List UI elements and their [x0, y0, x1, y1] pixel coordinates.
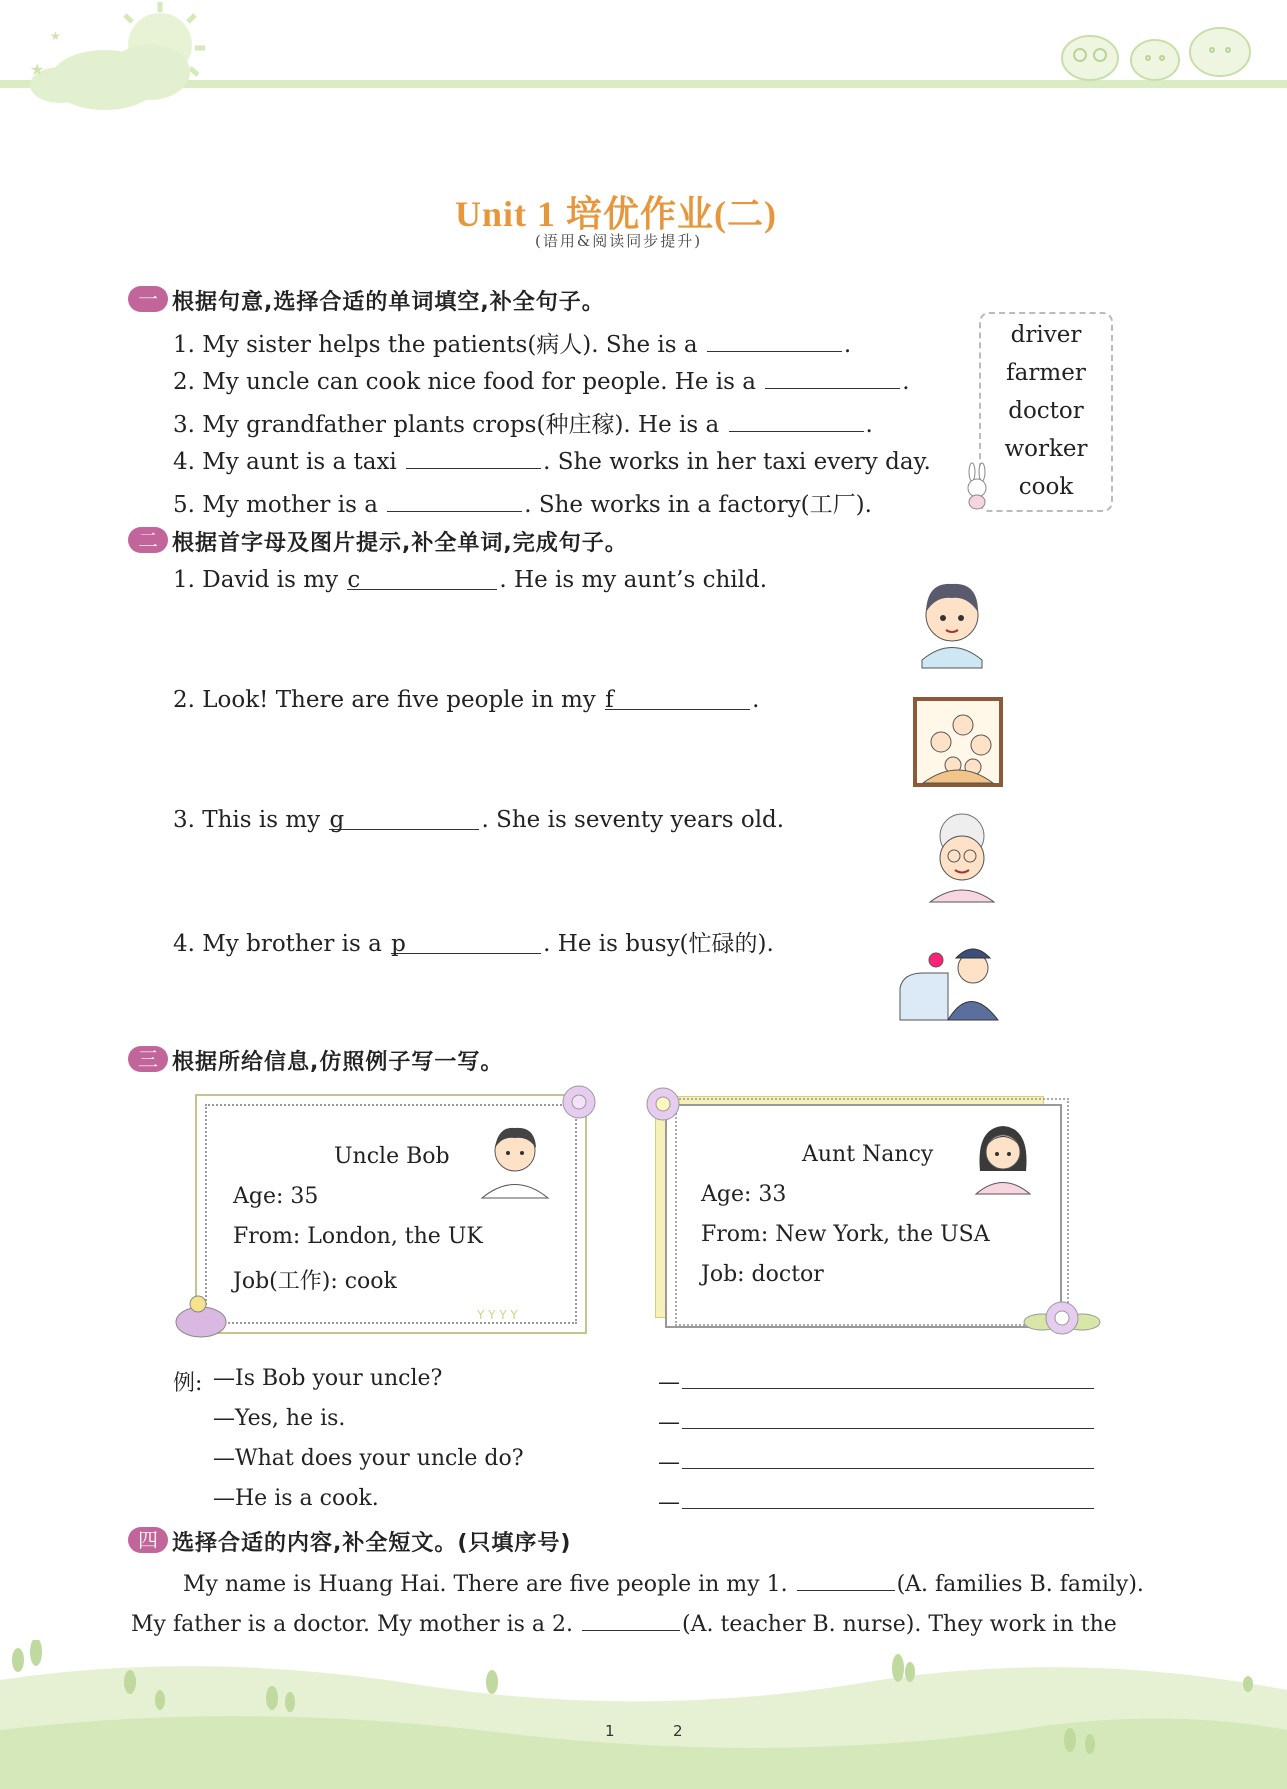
s2-item-3-end: . She is seventy years old. [481, 807, 785, 833]
card2-from: From: New York, the USA [701, 1222, 990, 1247]
card2-name: Aunt Nancy [802, 1142, 934, 1167]
word-bank-item: worker [1004, 436, 1088, 462]
s1-item-1-end: . [843, 332, 852, 358]
word-bank [979, 312, 1113, 512]
s2-item-1-letter: c [347, 567, 361, 593]
example-line-4: —He is a cook. [213, 1486, 379, 1511]
example-label: 例: [173, 1371, 203, 1396]
s1-item-5-end: . She works in a factory(工厂). [524, 492, 872, 518]
s1-item-5-text: 5. My mother is a [173, 492, 386, 518]
example-line-1: —Is Bob your uncle? [213, 1366, 443, 1391]
s1-item-2-text: 2. My uncle can cook nice food for people. He is a [173, 369, 764, 395]
page-title: Unit 1 培优作业(二) [455, 194, 777, 234]
s1-item-3-text: 3. My grandfather plants crops(种庄稼). He is a [173, 412, 727, 438]
answer-dash: — [658, 1370, 680, 1395]
s4-line-1 [183, 1568, 1144, 1597]
answer-blank[interactable] [682, 1486, 1094, 1509]
s2-item-2-end: . [752, 687, 760, 713]
s2-item-1-end: . He is my aunt’s child. [499, 567, 768, 593]
section4-heading: 选择合适的内容,补全短文。(只填序号) [172, 1531, 572, 1556]
answer-blank[interactable] [682, 1446, 1094, 1469]
header-decoration [0, 0, 1287, 120]
section3-heading: 根据所给信息,仿照例子写一写。 [172, 1050, 504, 1075]
policeman-picture [898, 928, 1013, 1023]
s2-item-4 [173, 925, 774, 958]
answer-line-2[interactable] [658, 1406, 1096, 1435]
s2-item-1 [173, 567, 767, 593]
s1-item-2-end: . [902, 369, 910, 395]
s1-item-3-blank[interactable] [729, 409, 864, 432]
section1-heading: 根据句意,选择合适的单词填空,补全句子。 [172, 290, 605, 315]
s4-line-1-options: (A. families B. family). [896, 1572, 1144, 1597]
s4-blank-1[interactable] [797, 1568, 895, 1591]
word-bank-item: doctor [1008, 398, 1084, 424]
answer-blank[interactable] [682, 1406, 1094, 1429]
card1-age: Age: 35 [233, 1184, 319, 1209]
s4-line-2 [131, 1608, 1117, 1637]
s4-blank-2[interactable] [582, 1608, 680, 1631]
s2-item-2-letter: f [605, 687, 614, 713]
s2-item-3 [173, 807, 784, 833]
word-bank-item: farmer [1006, 360, 1086, 386]
uncle-bob-portrait [480, 1116, 550, 1201]
flower-decoration-3 [1022, 1298, 1102, 1338]
family-photo-picture [913, 697, 1003, 789]
page-number-right: 2 [673, 1722, 683, 1740]
word-bank-item: cook [1018, 474, 1074, 500]
card1-from: From: London, the UK [233, 1224, 483, 1249]
s1-item-4-blank[interactable] [406, 446, 541, 469]
chick-decoration [173, 1292, 229, 1338]
card-aunt-nancy [665, 1104, 1062, 1328]
flower-decoration-2 [643, 1084, 683, 1124]
flower-decoration-1 [558, 1082, 600, 1122]
s2-item-4-letter: p [391, 931, 406, 957]
s1-item-4-end: . She works in her taxi every day. [543, 449, 931, 475]
svg-text:★: ★ [50, 29, 61, 43]
page-subtitle: (语用&阅读同步提升) [535, 232, 703, 250]
s2-item-1-blank[interactable] [347, 567, 497, 593]
answer-blank[interactable] [682, 1366, 1094, 1389]
card1-name: Uncle Bob [334, 1144, 450, 1169]
s2-item-3-blank[interactable] [329, 807, 479, 833]
s2-item-1-text: 1. David is my [173, 567, 346, 593]
answer-line-1[interactable] [658, 1366, 1096, 1395]
section2-badge: 二 [128, 527, 168, 553]
bunny-icon [962, 462, 992, 510]
aunt-nancy-portrait [972, 1116, 1034, 1196]
word-bank-item: driver [1010, 322, 1082, 348]
s1-item-4-text: 4. My aunt is a taxi [173, 449, 405, 475]
grandmother-picture [922, 808, 1002, 904]
answer-line-4[interactable] [658, 1486, 1096, 1515]
section2-heading: 根据首字母及图片提示,补全单词,完成句子。 [172, 531, 628, 556]
s4-line-2-options: (A. teacher B. nurse). They work in the [682, 1612, 1117, 1637]
s2-item-2 [173, 687, 759, 713]
page-number-left: 1 [605, 1722, 615, 1740]
boy-picture [912, 570, 992, 670]
s1-item-3-end: . [865, 412, 873, 438]
s2-item-2-blank[interactable] [605, 687, 750, 713]
s1-item-2-blank[interactable] [765, 366, 900, 389]
s1-item-5-blank[interactable] [387, 489, 522, 512]
section4-badge: 四 [128, 1527, 168, 1553]
s2-item-3-text: 3. This is my [173, 807, 328, 833]
s1-item-3 [173, 406, 873, 439]
s2-item-3-letter: g [329, 807, 345, 833]
s1-item-2 [173, 366, 910, 395]
card2-job: Job: doctor [701, 1262, 824, 1287]
answer-dash: — [658, 1490, 680, 1515]
answer-dash: — [658, 1450, 680, 1475]
example-line-2: —Yes, he is. [213, 1406, 346, 1431]
answer-line-3[interactable] [658, 1446, 1096, 1475]
footer-hills [0, 1640, 1287, 1789]
section3-badge: 三 [128, 1046, 168, 1072]
card1-job: Job(工作): cook [233, 1269, 397, 1294]
s4-line-2-text: My father is a doctor. My mother is a 2. [131, 1612, 581, 1637]
s1-item-1-blank[interactable] [707, 329, 842, 352]
grass-tufts: Y Y Y Y [477, 1308, 518, 1322]
s1-item-1-text: 1. My sister helps the patients(病人). She is a [173, 332, 705, 358]
s4-line-1-text: My name is Huang Hai. There are five people in my 1. [183, 1572, 795, 1597]
answer-dash: — [658, 1410, 680, 1435]
s1-item-1 [173, 326, 851, 359]
card-uncle-bob [195, 1094, 587, 1334]
example-line-3: —What does your uncle do? [213, 1446, 524, 1471]
card2-age: Age: 33 [701, 1182, 787, 1207]
s2-item-4-blank[interactable] [391, 931, 541, 957]
svg-text:★: ★ [30, 60, 45, 79]
s1-item-5 [173, 486, 872, 519]
s2-item-4-end: . He is busy(忙碌的). [543, 931, 774, 957]
s1-item-4 [173, 446, 931, 475]
s2-item-2-text: 2. Look! There are five people in my [173, 687, 604, 713]
section1-badge: 一 [128, 286, 168, 312]
s2-item-4-text: 4. My brother is a [173, 931, 390, 957]
